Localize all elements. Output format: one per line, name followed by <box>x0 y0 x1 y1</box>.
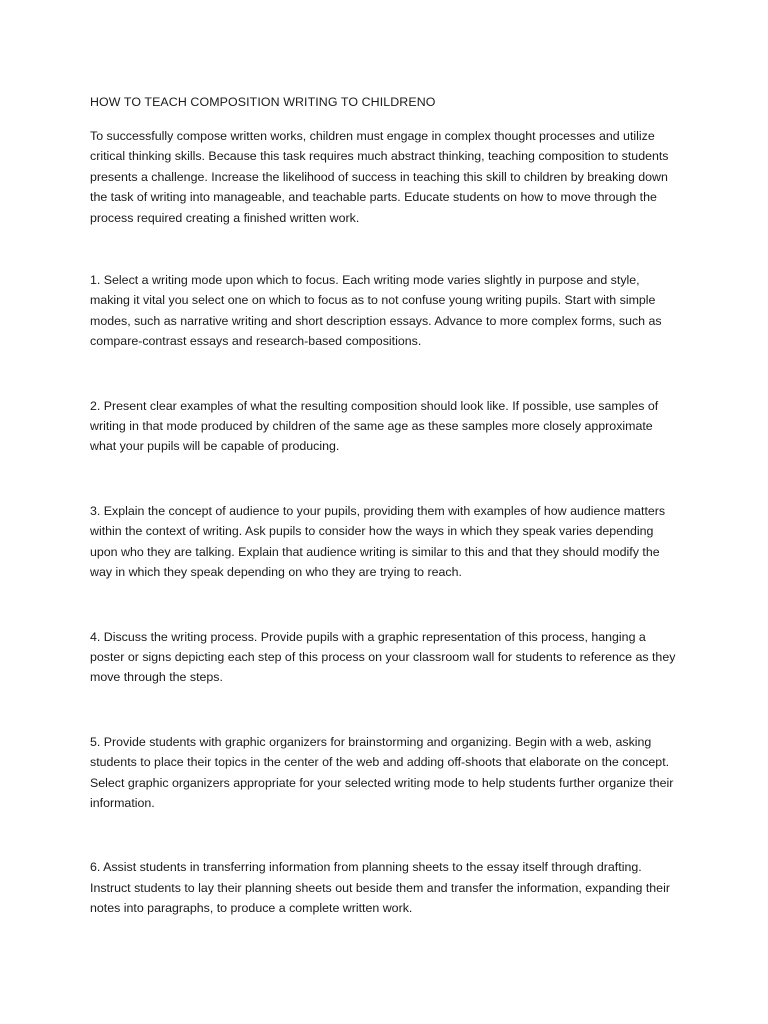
step-paragraph-3: 3. Explain the concept of audience to your pupils, providing them with examples of how audience matters within the context of writing. Ask pupils to consider how the ways in which they speak varies depending upon who they are talking. Explain that audience writing is similar to this and that they should modify the way in which they speak depending on who they are trying to reach. <box>90 503 666 580</box>
step-paragraph-6: 6. Assist students in transferring information from planning sheets to the essay itself through drafting. Instruct students to lay their planning sheets out beside them and transfer the information, expanding their notes into paragraphs, to produce a complete written work. <box>90 860 670 916</box>
step-paragraph-1: 1. Select a writing mode upon which to focus. Each writing mode varies slightly in purpose and style, making it vital you select one on which to focus as to not confuse young writing pupils. Start with simple modes, such as narrative writing and short description essays. Advance to more complex forms, such as compare-contrast essays and research-based compositions. <box>90 273 662 349</box>
intro-paragraph: To successfully compose written works, children must engage in complex thought processes and utilize critical thinking skills. Because this task requires much abstract thinking, teaching composition to students presents a challenge. Increase the likelihood of success in teaching this skill to children by breaking down the task of writing into manageable, and teachable parts. Educate students on how to move through the process required creating a finished written work. <box>90 129 669 225</box>
step-paragraph-5: 5. Provide students with graphic organizers for brainstorming and organizing. Begin with a web, asking students to place their topics in the center of the web and adding off-shoots that elaborate on the concept. Select graphic organizers appropriate for your selected writing mode to help students further organize their information. <box>90 734 674 810</box>
step-paragraph-4: 4. Discuss the writing process. Provide pupils with a graphic representation of this process, hanging a poster or signs depicting each step of this process on your classroom wall for students to reference as they move through the steps. <box>90 629 676 685</box>
step-paragraph-2: 2. Present clear examples of what the resulting composition should look like. If possible, use samples of writing in that mode produced by children of the same age as these samples more closely approximate what your pupils will be capable of producing. <box>90 398 659 454</box>
document-title: HOW TO TEACH COMPOSITION WRITING TO CHILDRENO <box>90 95 436 109</box>
document-page <box>90 94 680 963</box>
